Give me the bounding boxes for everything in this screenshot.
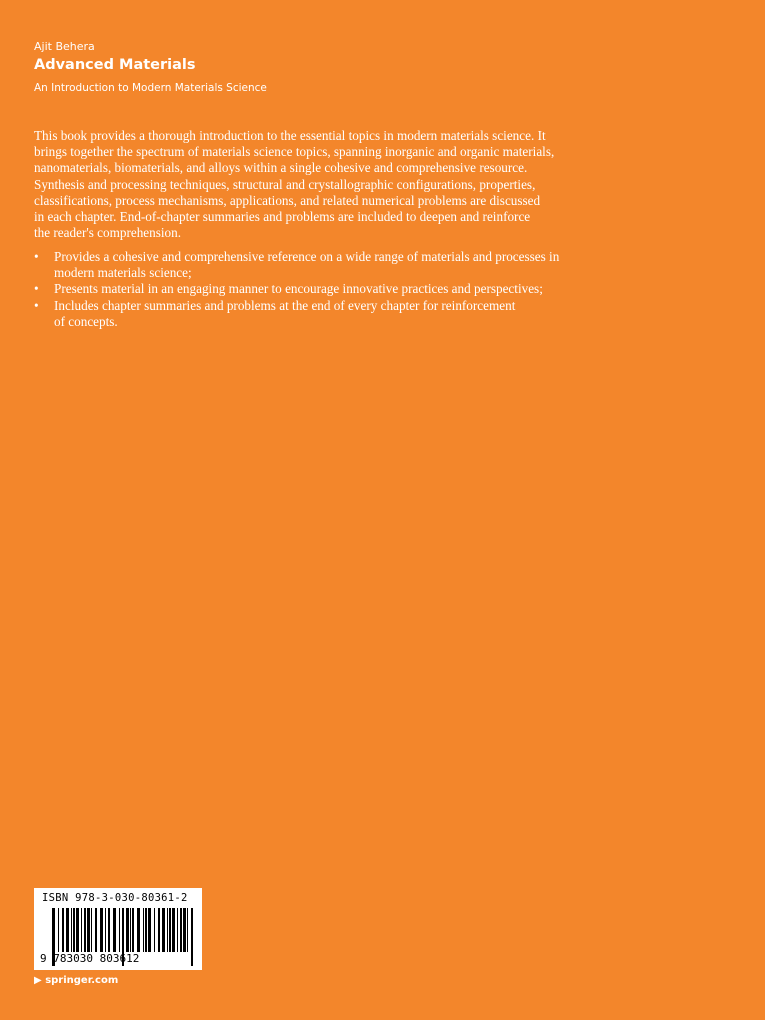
barcode-bar [113, 908, 116, 952]
isbn-text: ISBN 978-3-030-80361-2 [42, 892, 188, 904]
feature-line: of concepts. [54, 313, 118, 329]
bullet-icon: • [34, 297, 39, 313]
barcode-bar [66, 908, 69, 952]
barcode-bar [172, 908, 175, 952]
barcode-bar [119, 908, 120, 952]
description-line: This book provides a thorough introduction to the essential topics in modern materials science. It [34, 128, 546, 143]
barcode-bar [191, 908, 193, 966]
barcode-bar [183, 908, 186, 952]
barcode-bar [177, 908, 178, 952]
barcode-bar [180, 908, 182, 952]
author-name: Ajit Behera [34, 40, 95, 53]
barcode-bar [167, 908, 168, 952]
barcode-bar [169, 908, 171, 952]
description [34, 128, 754, 241]
barcode-bar [187, 908, 188, 952]
publisher-website[interactable] [34, 975, 118, 986]
bullet-icon: • [34, 249, 39, 264]
feature-line: Includes chapter summaries and problems at the end of every chapter for reinforcement [54, 297, 516, 313]
barcode-bar [162, 908, 165, 952]
description-line: Synthesis and processing techniques, structural and crystallographic configurations, properties, [34, 176, 536, 192]
barcode-bar [158, 908, 160, 952]
barcode-bar [108, 908, 110, 952]
feature-line: Presents material in an engaging manner to encourage innovative practices and perspectives; [54, 281, 543, 297]
barcode-bar [76, 908, 79, 952]
feature-item [34, 298, 559, 330]
barcode-bar [148, 908, 151, 952]
bullet-icon: • [34, 281, 39, 297]
isbn-barcode [34, 888, 202, 970]
barcode-bar [95, 908, 97, 952]
book-subtitle: An Introduction to Modern Materials Science [34, 82, 267, 94]
barcode-bar [100, 908, 103, 952]
feature-line: Provides a cohesive and comprehensive reference on a wide range of materials and processes in [54, 249, 560, 264]
barcode-bar [145, 908, 147, 952]
barcode-bar [81, 908, 82, 952]
barcode-bar [62, 908, 64, 952]
feature-item [34, 281, 559, 297]
barcode-bar [87, 908, 90, 952]
feature-line: modern materials science; [54, 265, 192, 281]
description-line: the reader's comprehension. [34, 225, 182, 241]
description-line: in each chapter. End-of-chapter summaries and problems are included to deepen and reinforce [34, 209, 531, 225]
barcode-bar [84, 908, 86, 952]
barcode-bar [71, 908, 72, 952]
description-line: nanomaterials, biomaterials, and alloys within a single cohesive and comprehensive resource. [34, 160, 528, 176]
barcode-bar [143, 908, 144, 952]
arrow-icon: ▶ [34, 975, 42, 986]
barcode-digits: 9 783030 803612 [40, 952, 140, 965]
barcode-bar [154, 908, 155, 952]
feature-list [34, 249, 559, 330]
barcode-bar [58, 908, 59, 952]
book-title: Advanced Materials [34, 57, 196, 73]
barcode-bar [130, 908, 131, 952]
description-line: classifications, process mechanisms, applications, and related numerical problems are discussed [34, 192, 541, 208]
barcode-bar [105, 908, 106, 952]
feature-item [34, 249, 559, 281]
website-label: springer.com [45, 975, 119, 986]
barcode-bar [73, 908, 75, 952]
description-line: brings together the spectrum of materials science topics, spanning inorganic and organic materials, [34, 144, 555, 160]
barcode-bar [91, 908, 92, 952]
barcode-bar [132, 908, 134, 952]
barcode-bar [126, 908, 129, 952]
barcode-bar [137, 908, 140, 952]
